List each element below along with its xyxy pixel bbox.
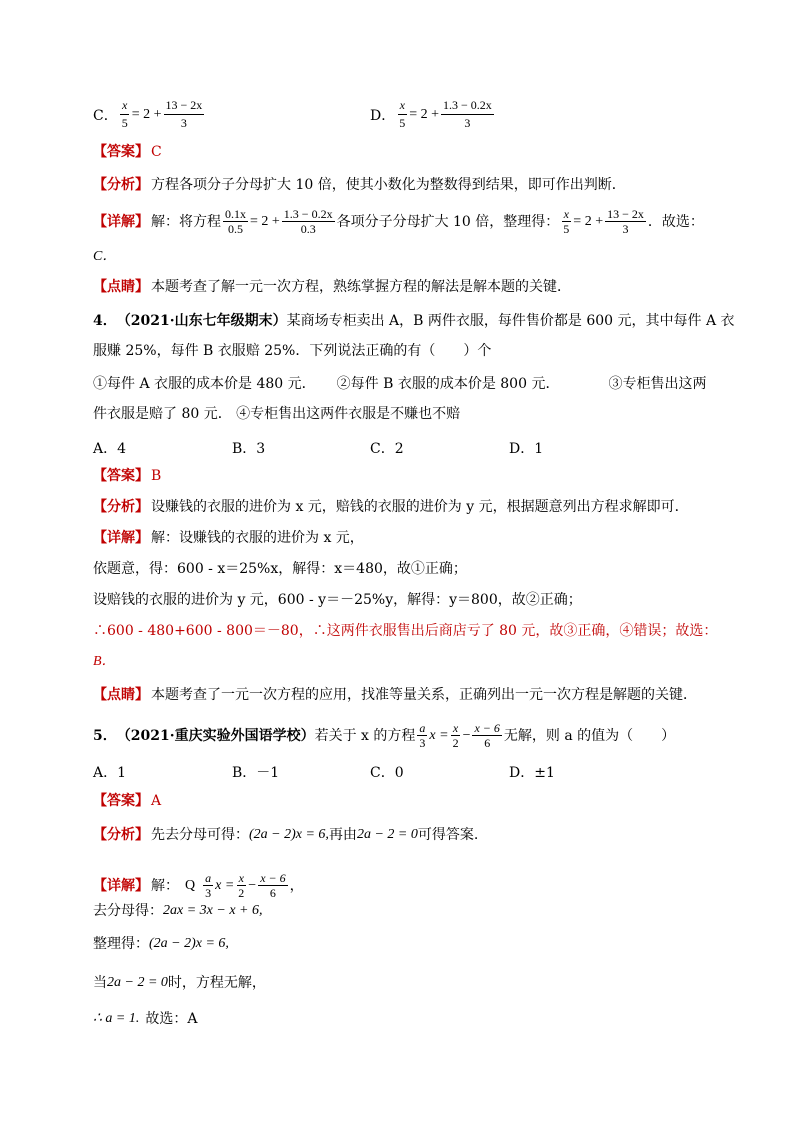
q5-detail: 【详解】 解： Q $\frac{a}{3}$ x = $\frac{x}{2}$ − $\frac{x - 6}{6}$ ，	[93, 871, 304, 900]
q4-detail-line3: ∴600 - 480+600 - 800＝－80，∴这两件衣服售出后商店亏了 80 元，故③正确，④错误；故选：	[93, 623, 718, 639]
q3-option-d-lhs: $\frac{x}{5}$	[399, 98, 406, 130]
q5-option-a: A．1	[93, 765, 127, 781]
q5-analysis: 【分析】 先去分母可得： (2a − 2)x = 6, 再由 2a − 2 = 0 可得答案.	[93, 827, 479, 843]
q5-answer: 【答案】 A	[93, 793, 162, 809]
q5-step4: ∴ a = 1. 故选：A	[93, 1011, 198, 1027]
q4-stem-line2: 服赚 25%，每件 B 衣服赔 25%．下列说法正确的有（ ）个	[93, 343, 492, 359]
q3-analysis: 【分析】 方程各项分子分母扩大 10 倍，使其小数化为整数得到结果，即可作出判断．	[93, 177, 626, 193]
q4-detail-line4: B．	[93, 654, 116, 669]
q4-answer: 【答案】 B	[93, 468, 162, 484]
q4-statements-line2: 件衣服是赔了 80 元． ④专柜售出这两件衣服是不赚也不赔	[93, 406, 461, 422]
q4-option-c: C．2	[370, 441, 404, 457]
q3-comment: 【点睛】 本题考查了解一元一次方程，熟练掌握方程的解法是解本题的关键．	[93, 279, 571, 295]
q4-comment: 【点睛】 本题考查了一元一次方程的应用，找准等量关系，正确列出一元一次方程是解题的关键．	[93, 687, 697, 703]
q4-detail-line2: 设赔钱的衣服的进价为 y 元，600 - y＝－25%y，解得：y＝800，故②正确；	[93, 592, 582, 608]
q5-option-b: B．－1	[232, 765, 280, 781]
q4-stem: 4． （2021·山东七年级期末） 某商场专柜卖出 A，B 两件衣服，每件售价都是 600 元，其中每件 A 衣	[93, 313, 735, 329]
q3-option-d-rhs: $\frac{1.3 - 0.2x}{3}$	[443, 98, 492, 130]
q3-answer: 【答案】 C	[93, 144, 162, 160]
q4-statements: ①每件 A 衣服的成本价是 480 元． ②每件 B 衣服的成本价是 800 元． ③专柜售出这两	[93, 376, 707, 392]
q5-step2: 整理得： (2a − 2)x = 6,	[93, 936, 229, 952]
q3-option-c-rhs: $\frac{13 - 2x}{3}$	[165, 98, 203, 130]
q5-step1: 去分母得： 2ax = 3x − x + 6,	[93, 903, 263, 919]
q5-option-d: D．±1	[509, 765, 555, 781]
q4-option-d: D．1	[509, 441, 544, 457]
q3-detail-line2: C．	[93, 249, 117, 264]
q5-option-c: C．0	[370, 765, 404, 781]
q3-option-c-eq: = 2 +	[131, 106, 162, 122]
q5-stem: 5． （2021·重庆实验外国语学校） 若关于 x 的方程 $\frac{a}{3}$ x = $\frac{x}{2}$ − $\frac{x - 6}{6}$ 无解，则 a 的值为（ ）	[93, 721, 676, 750]
q3-option-c	[93, 98, 206, 131]
q3-option-d-eq: = 2 +	[409, 106, 440, 122]
q3-option-d-label: D．	[370, 107, 396, 124]
q3-option-d	[370, 98, 496, 131]
q4-option-b: B．3	[232, 441, 266, 457]
q3-option-c-label: C．	[93, 107, 118, 124]
q5-step3: 当 2a − 2 = 0 时，方程无解，	[93, 975, 266, 991]
q3-detail: 【详解】 解：将方程 $\frac{0.1x}{0.5}$ = 2 + $\frac{1.3 - 0.2x}{0.3}$ 各项分子分母扩大 10 倍，整理得： $\frac{x}{5}$ = 2 + $\frac{13 - 2x}{3}$ ．故选：	[93, 207, 704, 236]
q3-option-c-lhs: $\frac{x}{5}$	[121, 98, 128, 130]
q4-analysis: 【分析】 设赚钱的衣服的进价为 x 元，赔钱的衣服的进价为 y 元，根据题意列出方程求解即可．	[93, 499, 689, 515]
q4-detail: 【详解】 解：设赚钱的衣服的进价为 x 元，	[93, 530, 364, 546]
q4-detail-line1: 依题意，得：600 - x＝25%x，解得：x＝480，故①正确；	[93, 561, 467, 577]
q4-option-a: A．4	[93, 441, 127, 457]
